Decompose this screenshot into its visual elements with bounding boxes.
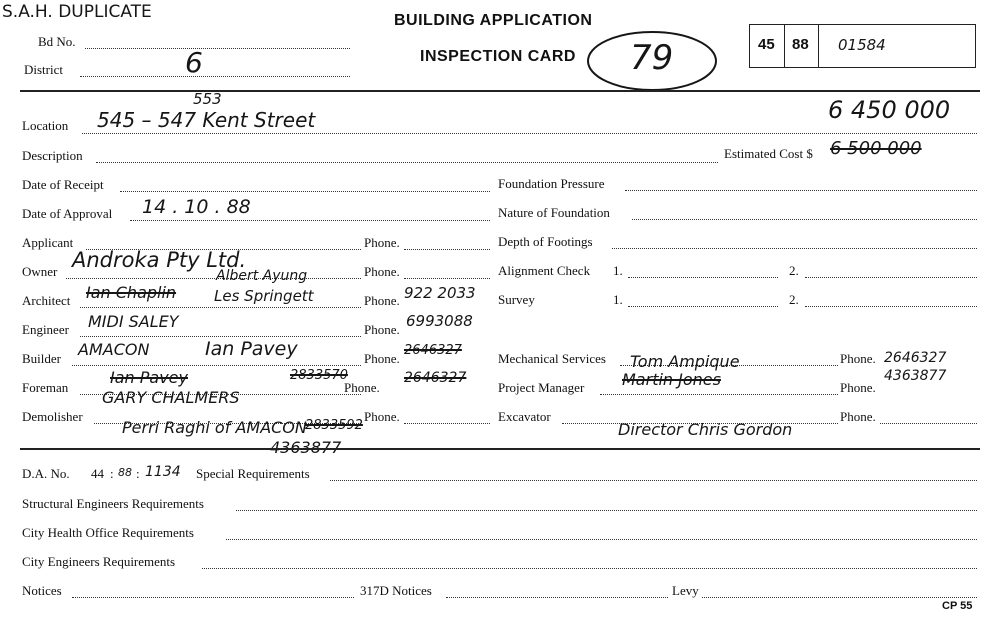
builder-label: Builder (22, 351, 61, 366)
duplicate-stamp: S.A.H. DUPLICATE (2, 2, 152, 22)
foreman-struck-phone: 2833570 (290, 368, 348, 383)
depth-of-footings-label: Depth of Footings (498, 234, 593, 249)
builder-value-2: Ian Pavey (205, 338, 298, 360)
demolisher-value: Perri Raghi of AMACON (122, 418, 307, 437)
excavator-phone-line (880, 423, 977, 424)
location-label: Location (22, 118, 69, 133)
bd-no-label: Bd No. (38, 34, 76, 49)
da-no-sep-1: : (110, 466, 114, 481)
district-line (80, 76, 350, 77)
location-correction: 553 (193, 90, 222, 108)
nature-of-foundation-line (632, 219, 977, 220)
demolisher-phone: 4363877 (270, 438, 342, 457)
owner-phone-line (404, 278, 490, 279)
mechanical-services-phone: 2646327 (884, 350, 947, 366)
builder-value-1: AMACON (78, 340, 150, 359)
excavator-phone-label: Phone. (840, 409, 876, 424)
engineer-line (80, 336, 361, 337)
levy-label: Levy (672, 583, 699, 598)
survey-line-2 (805, 306, 977, 307)
owner-label: Owner (22, 264, 58, 279)
structural-engineers-label: Structural Engineers Requirements (22, 496, 204, 511)
foreman-label: Foreman (22, 380, 69, 395)
demolisher-struck-phone: 2833592 (305, 418, 363, 433)
structural-engineers-line (236, 510, 977, 511)
survey-1: 1. (613, 292, 623, 307)
form-title-2: INSPECTION CARD (420, 48, 576, 65)
survey-line-1 (628, 306, 778, 307)
middle-rule (20, 448, 980, 450)
ref-a: 45 (758, 36, 775, 53)
builder-phone-label: Phone. (364, 351, 400, 366)
nature-of-foundation-label: Nature of Foundation (498, 205, 610, 220)
notices-317d-label: 317D Notices (360, 583, 432, 598)
project-manager-phone-label: Phone. (840, 380, 876, 395)
form-title-1: BUILDING APPLICATION (394, 12, 593, 29)
survey-label: Survey (498, 292, 535, 307)
mechanical-services-value: Tom Ampique (630, 352, 740, 371)
alignment-check-line-1 (628, 277, 778, 278)
owner-value: Androka Pty Ltd. (72, 248, 247, 272)
date-of-receipt-line (120, 191, 490, 192)
applicant-phone-line (404, 249, 490, 250)
survey-2: 2. (789, 292, 799, 307)
da-no-a: 44 (91, 466, 104, 481)
engineer-label: Engineer (22, 322, 69, 337)
excavator-label: Excavator (498, 409, 551, 424)
location-value: 545 – 547 Kent Street (97, 108, 316, 132)
project-manager-phone: 4363877 (884, 368, 947, 384)
demolisher-phone-line (404, 423, 490, 424)
card-number: 79 (630, 38, 674, 78)
architect-phone: 922 2033 (404, 284, 476, 302)
builder-phone: 2646327 (404, 343, 462, 358)
project-manager-struck: Martin Jones (622, 370, 721, 389)
special-requirements-line (330, 480, 977, 481)
architect-value-1: Albert Ayung (216, 268, 308, 284)
date-of-approval-label: Date of Approval (22, 206, 113, 221)
architect-line (80, 307, 361, 308)
special-requirements-label: Special Requirements (196, 466, 310, 481)
notices-label: Notices (22, 583, 62, 598)
demolisher-label: Demolisher (22, 409, 83, 424)
alignment-check-2: 2. (789, 263, 799, 278)
foundation-pressure-line (625, 190, 977, 191)
alignment-check-label: Alignment Check (498, 263, 591, 278)
foreman-phone-struck: 2646327 (404, 370, 467, 386)
da-no-c: 1134 (145, 464, 181, 480)
notices-line (72, 597, 354, 598)
description-label: Description (22, 148, 83, 163)
foreman-value: GARY CHALMERS (102, 388, 240, 407)
owner-phone-label: Phone. (364, 264, 400, 279)
estimated-cost-struck: 6 500 000 (830, 138, 922, 159)
project-manager-line (600, 394, 838, 395)
engineer-value: MIDI SALEY (88, 312, 179, 331)
ref-b: 88 (792, 36, 809, 53)
engineer-phone: 6993088 (406, 312, 473, 330)
mechanical-services-phone-label: Phone. (840, 351, 876, 366)
city-engineers-line (202, 568, 977, 569)
applicant-label: Applicant (22, 235, 74, 250)
description-line (96, 162, 718, 163)
builder-line (72, 365, 361, 366)
date-of-receipt-label: Date of Receipt (22, 177, 104, 192)
architect-struck: Ian Chaplin (86, 283, 177, 302)
da-no-label: D.A. No. (22, 466, 70, 481)
da-no-b: 88 (118, 466, 132, 479)
alignment-check-1: 1. (613, 263, 623, 278)
mechanical-services-label: Mechanical Services (498, 351, 606, 366)
district-label: District (24, 62, 63, 77)
ref-c: 01584 (838, 36, 886, 54)
notices-317d-line (446, 597, 668, 598)
project-manager-label: Project Manager (498, 380, 585, 395)
header-rule (20, 90, 980, 92)
alignment-check-line-2 (805, 277, 977, 278)
estimated-cost-value: 6 450 000 (828, 96, 951, 124)
bd-no-line (85, 48, 350, 49)
excavator-value: Director Chris Gordon (618, 420, 793, 439)
architect-value-2: Les Springett (214, 287, 314, 305)
owner-line (66, 278, 361, 279)
levy-line (702, 597, 977, 598)
engineer-phone-label: Phone. (364, 322, 400, 337)
foreman-phone-label: Phone. (344, 380, 380, 395)
estimated-cost-label: Estimated Cost $ (724, 146, 813, 161)
form-code: CP 55 (942, 600, 973, 612)
date-of-approval-value: 14 . 10 . 88 (142, 196, 251, 218)
depth-of-footings-line (612, 248, 977, 249)
applicant-phone-label: Phone. (364, 235, 400, 250)
city-health-label: City Health Office Requirements (22, 525, 194, 540)
demolisher-phone-label: Phone. (364, 409, 400, 424)
district-value: 6 (185, 46, 203, 79)
location-line (82, 133, 977, 134)
architect-label: Architect (22, 293, 71, 308)
foundation-pressure-label: Foundation Pressure (498, 176, 605, 191)
foreman-struck: Ian Pavey (110, 368, 188, 387)
date-of-approval-line (130, 220, 490, 221)
architect-phone-label: Phone. (364, 293, 400, 308)
city-health-line (226, 539, 977, 540)
da-no-sep-2: : (136, 466, 140, 481)
city-engineers-label: City Engineers Requirements (22, 554, 176, 569)
